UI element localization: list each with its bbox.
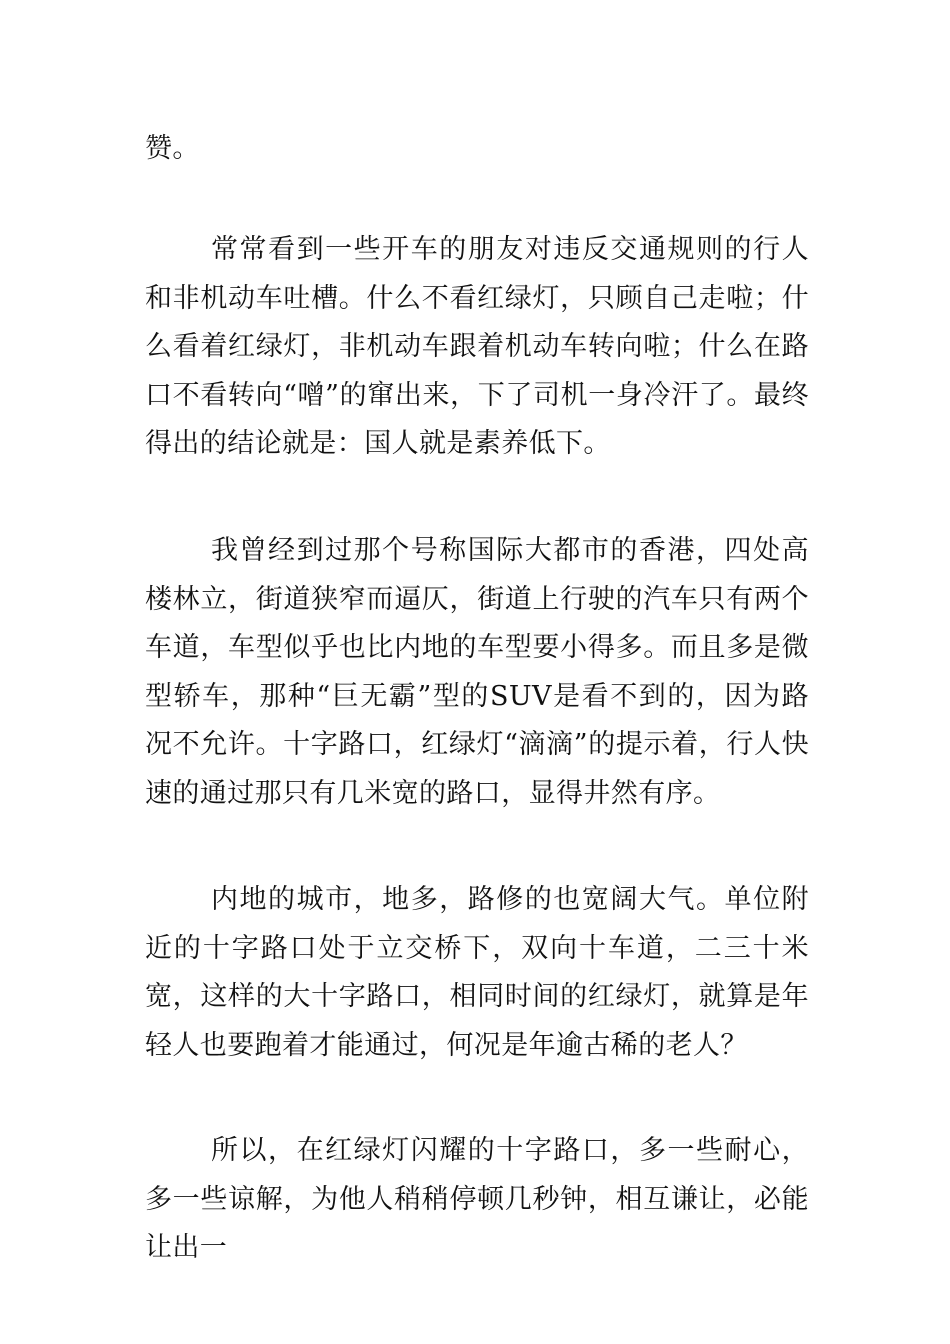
- paragraph-hong-kong: 我曾经到过那个号称国际大都市的香港，四处高楼林立，街道狭窄而逼仄，街道上行驶的汽车只有两个车道，车型似乎也比内地的车型要小得多。而且多是微型轿车，那种“巨无霸”型的SUV是看不到的，因为路况不允许。十字路口，红绿灯“滴滴”的提示着，行人快速的通过那只有几米宽的路口，显得井然有序。: [145, 535, 809, 809]
- paragraph-mainland-city: 内地的城市，地多，路修的也宽阔大气。单位附近的十字路口处于立交桥下，双向十车道，二三十米宽，这样的大十字路口，相同时间的红绿灯，就算是年轻人也要跑着才能通过，何况是年逾古稀的老人？: [145, 884, 809, 1061]
- paragraph-continuation: 赞。: [145, 133, 200, 164]
- paragraph-conclusion: 所以，在红绿灯闪耀的十字路口，多一些耐心，多一些谅解，为他人稍稍停顿几秒钟，相互谦让，必能让出一: [145, 1135, 809, 1263]
- paragraph-complaints: 常常看到一些开车的朋友对违反交通规则的行人和非机动车吐槽。什么不看红绿灯，只顾自己走啦；什么看着红绿灯，非机动车跟着机动车转向啦；什么在路口不看转向“噌”的窜出来，下了司机一身冷汗了。最终得出的结论就是：国人就是素养低下。: [145, 234, 809, 459]
